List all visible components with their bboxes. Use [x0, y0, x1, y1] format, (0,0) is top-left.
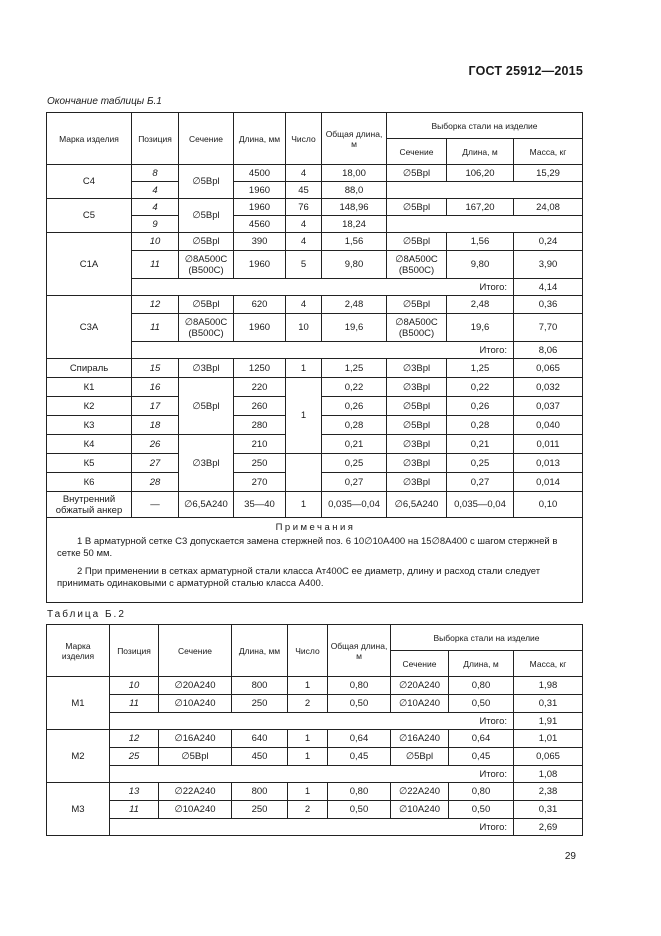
- count-cell: 1: [288, 677, 328, 695]
- sel-mass-cell: 2,38: [514, 783, 583, 801]
- sel-mass-cell: 0,065: [514, 748, 583, 766]
- length-cell: 800: [232, 677, 288, 695]
- total-row: [47, 713, 583, 730]
- sel-length-cell: 9,80: [447, 251, 514, 279]
- notes-title: Примечания: [275, 522, 356, 533]
- total-label: Итого:: [132, 342, 514, 359]
- count-cell: 76: [286, 199, 322, 216]
- sel-length-cell: 2,48: [447, 296, 514, 314]
- length-cell: 4500: [234, 165, 286, 182]
- length-cell: 620: [234, 296, 286, 314]
- count-cell: 1: [286, 378, 322, 454]
- total-label: Итого:: [132, 279, 514, 296]
- length-cell: 250: [232, 801, 288, 819]
- length-cell: 1960: [234, 199, 286, 216]
- sel-section-cell: ∅5Bpl: [387, 416, 447, 435]
- section-cell: ∅10А240: [159, 695, 232, 713]
- section-cell: ∅20А240: [159, 677, 232, 695]
- count-cell: 4: [286, 296, 322, 314]
- length-cell: 1960: [234, 314, 286, 342]
- position-cell: 11: [132, 314, 179, 342]
- position-cell: 12: [110, 730, 159, 748]
- table-row: [47, 359, 583, 378]
- t1-header-length: Длина, мм: [234, 113, 286, 165]
- section-cell: ∅3Bpl: [179, 435, 234, 492]
- total-length-cell: 2,48: [322, 296, 387, 314]
- position-cell: 16: [132, 378, 179, 397]
- note-1: 1 В арматурной сетке С3 допускается замена стержней поз. 6 10∅10А400 на 15∅8А400 с шагом стержней в сетке 50 мм.: [57, 536, 558, 559]
- sel-length-cell: 167,20: [447, 199, 514, 216]
- position-cell: 4: [132, 199, 179, 216]
- section-cell: ∅16А240: [159, 730, 232, 748]
- t1-header-count: Число: [286, 113, 322, 165]
- position-cell: 4: [132, 182, 179, 199]
- total-length-cell: 0,80: [328, 677, 391, 695]
- length-cell: 210: [234, 435, 286, 454]
- sel-section-cell: ∅3Bpl: [387, 359, 447, 378]
- mark-cell: С5: [47, 199, 132, 233]
- total-value: 1,91: [514, 713, 583, 730]
- position-cell: 13: [110, 783, 159, 801]
- count-cell: 4: [286, 165, 322, 182]
- length-cell: 640: [232, 730, 288, 748]
- position-cell: 26: [132, 435, 179, 454]
- total-row: [47, 819, 583, 836]
- sel-length-cell: 0,035—0,04: [447, 492, 514, 518]
- total-label: Итого:: [110, 766, 514, 783]
- length-cell: 250: [232, 695, 288, 713]
- total-length-cell: 0,25: [322, 454, 387, 473]
- t1-header-total-length: Общая длина, м: [322, 113, 387, 165]
- position-cell: 11: [110, 695, 159, 713]
- total-length-cell: 0,035—0,04: [322, 492, 387, 518]
- sel-length-cell: 0,21: [447, 435, 514, 454]
- total-length-cell: 0,28: [322, 416, 387, 435]
- count-cell: 1: [288, 730, 328, 748]
- t2-header-position: Позиция: [110, 625, 159, 677]
- sel-section-cell: ∅20А240: [391, 677, 449, 695]
- document-code: ГОСТ 25912—2015: [468, 64, 583, 78]
- table-row: [47, 296, 583, 314]
- sel-section-cell: ∅3Bpl: [387, 378, 447, 397]
- length-cell: 250: [234, 454, 286, 473]
- count-cell: [286, 454, 322, 492]
- position-cell: 18: [132, 416, 179, 435]
- total-length-cell: 19,6: [322, 314, 387, 342]
- position-cell: 10: [132, 233, 179, 251]
- position-cell: —: [132, 492, 179, 518]
- table1-caption: Окончание таблицы Б.1: [47, 96, 162, 107]
- sel-length-cell: 106,20: [447, 165, 514, 182]
- section-line: (В500С): [398, 264, 435, 276]
- notes-row: [47, 518, 583, 603]
- sel-mass-cell: 0,032: [514, 378, 583, 397]
- mark-cell: М1: [47, 677, 110, 730]
- sel-section-cell: [387, 251, 447, 279]
- count-cell: 1: [286, 492, 322, 518]
- section-line: ∅8А500С: [395, 316, 438, 328]
- t1-header-sel-section: Сечение: [387, 139, 447, 165]
- length-cell: 260: [234, 397, 286, 416]
- length-cell: 270: [234, 473, 286, 492]
- mark-cell: К2: [47, 397, 132, 416]
- t1-header-position: Позиция: [132, 113, 179, 165]
- table-row: [47, 801, 583, 819]
- sel-length-cell: 0,22: [447, 378, 514, 397]
- sel-section-cell: ∅6,5А240: [387, 492, 447, 518]
- sel-length-cell: 0,27: [447, 473, 514, 492]
- position-cell: 8: [132, 165, 179, 182]
- t1-header-section: Сечение: [179, 113, 234, 165]
- total-value: 8,06: [514, 342, 583, 359]
- section-line: (В500С): [398, 327, 435, 339]
- section-line: ∅8А500С: [184, 253, 228, 265]
- mark-line: обжатый анкер: [55, 504, 123, 516]
- sel-length-cell: 0,25: [447, 454, 514, 473]
- section-cell: ∅10А240: [159, 801, 232, 819]
- total-length-cell: 0,27: [322, 473, 387, 492]
- section-cell: ∅6,5А240: [179, 492, 234, 518]
- position-cell: 25: [110, 748, 159, 766]
- sel-length-cell: 0,80: [449, 677, 514, 695]
- total-value: 1,08: [514, 766, 583, 783]
- sel-section-cell: ∅3Bpl: [387, 473, 447, 492]
- mark-cell: К5: [47, 454, 132, 473]
- sel-length-cell: 0,26: [447, 397, 514, 416]
- section-cell: ∅5Bpl: [179, 199, 234, 233]
- total-length-cell: 0,22: [322, 378, 387, 397]
- total-length-cell: 1,25: [322, 359, 387, 378]
- count-cell: 45: [286, 182, 322, 199]
- total-length-cell: 0,80: [328, 783, 391, 801]
- total-length-cell: 0,45: [328, 748, 391, 766]
- count-cell: 2: [288, 801, 328, 819]
- mark-cell: С3А: [47, 296, 132, 359]
- section-line: (В500С): [188, 264, 224, 276]
- section-cell: [179, 251, 234, 279]
- sel-mass-cell: 1,01: [514, 730, 583, 748]
- sel-mass-cell: 7,70: [514, 314, 583, 342]
- position-cell: 15: [132, 359, 179, 378]
- section-line: (В500С): [188, 327, 224, 339]
- sel-mass-cell: 0,013: [514, 454, 583, 473]
- section-cell: ∅5Bpl: [179, 296, 234, 314]
- mark-cell: К4: [47, 435, 132, 454]
- length-cell: 450: [232, 748, 288, 766]
- mark-cell: С1А: [47, 233, 132, 296]
- total-length-cell: 1,56: [322, 233, 387, 251]
- sel-section-cell: ∅22А240: [391, 783, 449, 801]
- count-cell: 1: [288, 748, 328, 766]
- sel-mass-cell: 24,08: [514, 199, 583, 216]
- position-cell: 10: [110, 677, 159, 695]
- t1-header-selection: Выборка стали на изделие: [387, 113, 583, 139]
- sel-mass-cell: 0,037: [514, 397, 583, 416]
- t2-header-sel-section: Сечение: [391, 651, 449, 677]
- total-label: Итого:: [110, 713, 514, 730]
- table-row: [47, 748, 583, 766]
- count-cell: 1: [286, 359, 322, 378]
- sel-length-cell: 0,64: [449, 730, 514, 748]
- sel-mass-cell: 15,29: [514, 165, 583, 182]
- section-cell: ∅5Bpl: [159, 748, 232, 766]
- total-row: [47, 766, 583, 783]
- section-line: ∅8А500С: [395, 253, 438, 265]
- section-cell: ∅5Bpl: [179, 233, 234, 251]
- count-cell: 2: [288, 695, 328, 713]
- page-number: 29: [564, 851, 576, 862]
- total-length-cell: 0,64: [328, 730, 391, 748]
- total-length-cell: 0,50: [328, 695, 391, 713]
- total-length-cell: 18,00: [322, 165, 387, 182]
- length-cell: 800: [232, 783, 288, 801]
- total-length-cell: 88,0: [322, 182, 387, 199]
- sel-section-cell: ∅3Bpl: [387, 435, 447, 454]
- total-label: Итого:: [110, 819, 514, 836]
- sel-mass-cell: 0,014: [514, 473, 583, 492]
- count-cell: 4: [286, 233, 322, 251]
- total-length-cell: 0,50: [328, 801, 391, 819]
- sel-section-cell: ∅5Bpl: [391, 748, 449, 766]
- length-cell: 280: [234, 416, 286, 435]
- total-length-cell: 0,26: [322, 397, 387, 416]
- t2-header-section: Сечение: [159, 625, 232, 677]
- sel-mass-cell: 1,98: [514, 677, 583, 695]
- table-row: [47, 378, 583, 397]
- notes-cell: [47, 518, 583, 603]
- sel-length-cell: 0,28: [447, 416, 514, 435]
- length-cell: 1960: [234, 182, 286, 199]
- empty-cell: [387, 216, 583, 233]
- total-length-cell: 148,96: [322, 199, 387, 216]
- t2-header-sel-mass: Масса, кг: [514, 651, 583, 677]
- table2: [46, 624, 583, 836]
- position-cell: 28: [132, 473, 179, 492]
- position-cell: 12: [132, 296, 179, 314]
- count-cell: 5: [286, 251, 322, 279]
- t2-header-total-length: Общая длина, м: [328, 625, 391, 677]
- sel-section-cell: ∅16А240: [391, 730, 449, 748]
- mark-cell: К1: [47, 378, 132, 397]
- sel-length-cell: 0,45: [449, 748, 514, 766]
- sel-section-cell: ∅5Bpl: [387, 233, 447, 251]
- t2-header-selection: Выборка стали на изделие: [391, 625, 583, 651]
- position-cell: 9: [132, 216, 179, 233]
- sel-mass-cell: 0,31: [514, 695, 583, 713]
- table-row: [47, 233, 583, 251]
- section-cell: ∅22А240: [159, 783, 232, 801]
- t2-header-length: Длина, мм: [232, 625, 288, 677]
- position-cell: 17: [132, 397, 179, 416]
- section-cell: ∅5Bpl: [179, 378, 234, 435]
- sel-section-cell: ∅5Bpl: [387, 199, 447, 216]
- length-cell: 390: [234, 233, 286, 251]
- sel-mass-cell: 0,36: [514, 296, 583, 314]
- sel-section-cell: [387, 314, 447, 342]
- section-line: ∅8А500С: [184, 316, 228, 328]
- table-row: [47, 165, 583, 182]
- sel-section-cell: ∅3Bpl: [387, 454, 447, 473]
- total-value: 2,69: [514, 819, 583, 836]
- length-cell: 220: [234, 378, 286, 397]
- mark-cell: М2: [47, 730, 110, 783]
- count-cell: 1: [288, 783, 328, 801]
- mark-cell: К3: [47, 416, 132, 435]
- mark-cell: [47, 492, 132, 518]
- sel-mass-cell: 0,065: [514, 359, 583, 378]
- sel-section-cell: ∅5Bpl: [387, 165, 447, 182]
- position-cell: 27: [132, 454, 179, 473]
- table-row: [47, 492, 583, 518]
- table-row: [47, 783, 583, 801]
- table-row: [47, 730, 583, 748]
- position-cell: 11: [132, 251, 179, 279]
- sel-length-cell: 0,80: [449, 783, 514, 801]
- position-cell: 11: [110, 801, 159, 819]
- note-2: 2 При применении в сетках арматурной стали класса Ат400С ее диаметр, длину и расход стали следует принимать одинаковыми с арматурной сталью класса А400.: [57, 566, 541, 589]
- sel-length-cell: 1,56: [447, 233, 514, 251]
- sel-section-cell: ∅10А240: [391, 801, 449, 819]
- section-cell: ∅5Bpl: [179, 165, 234, 199]
- mark-cell: К6: [47, 473, 132, 492]
- count-cell: 10: [286, 314, 322, 342]
- sel-length-cell: 0,50: [449, 801, 514, 819]
- section-cell: [179, 314, 234, 342]
- section-cell: ∅3Bpl: [179, 359, 234, 378]
- mark-cell: С4: [47, 165, 132, 199]
- t2-header-count: Число: [288, 625, 328, 677]
- table-row: [47, 677, 583, 695]
- t2-header-mark: Марка изделия: [47, 625, 110, 677]
- mark-line: Внутренний: [62, 493, 116, 505]
- sel-section-cell: ∅5Bpl: [387, 397, 447, 416]
- sel-section-cell: ∅5Bpl: [387, 296, 447, 314]
- sel-mass-cell: 0,31: [514, 801, 583, 819]
- mark-cell: Спираль: [47, 359, 132, 378]
- table1: [46, 112, 583, 603]
- length-cell: 1250: [234, 359, 286, 378]
- total-length-cell: 18,24: [322, 216, 387, 233]
- sel-mass-cell: 0,011: [514, 435, 583, 454]
- t2-header-sel-length: Длина, м: [449, 651, 514, 677]
- table2-caption: Таблица Б.2: [47, 609, 126, 620]
- mark-cell: М3: [47, 783, 110, 836]
- total-value: 4,14: [514, 279, 583, 296]
- total-length-cell: 9,80: [322, 251, 387, 279]
- length-cell: 35—40: [234, 492, 286, 518]
- table-row: [47, 199, 583, 216]
- sel-length-cell: 0,50: [449, 695, 514, 713]
- length-cell: 1960: [234, 251, 286, 279]
- table-row: [47, 695, 583, 713]
- length-cell: 4560: [234, 216, 286, 233]
- sel-length-cell: 19,6: [447, 314, 514, 342]
- sel-mass-cell: 0,24: [514, 233, 583, 251]
- sel-mass-cell: 0,040: [514, 416, 583, 435]
- t1-header-sel-mass: Масса, кг: [514, 139, 583, 165]
- sel-section-cell: ∅10А240: [391, 695, 449, 713]
- total-length-cell: 0,21: [322, 435, 387, 454]
- t1-header-mark: Марка изделия: [47, 113, 132, 165]
- sel-mass-cell: 3,90: [514, 251, 583, 279]
- sel-mass-cell: 0,10: [514, 492, 583, 518]
- count-cell: 4: [286, 216, 322, 233]
- empty-cell: [387, 182, 583, 199]
- sel-length-cell: 1,25: [447, 359, 514, 378]
- table-row: [47, 454, 583, 473]
- t1-header-sel-length: Длина, м: [447, 139, 514, 165]
